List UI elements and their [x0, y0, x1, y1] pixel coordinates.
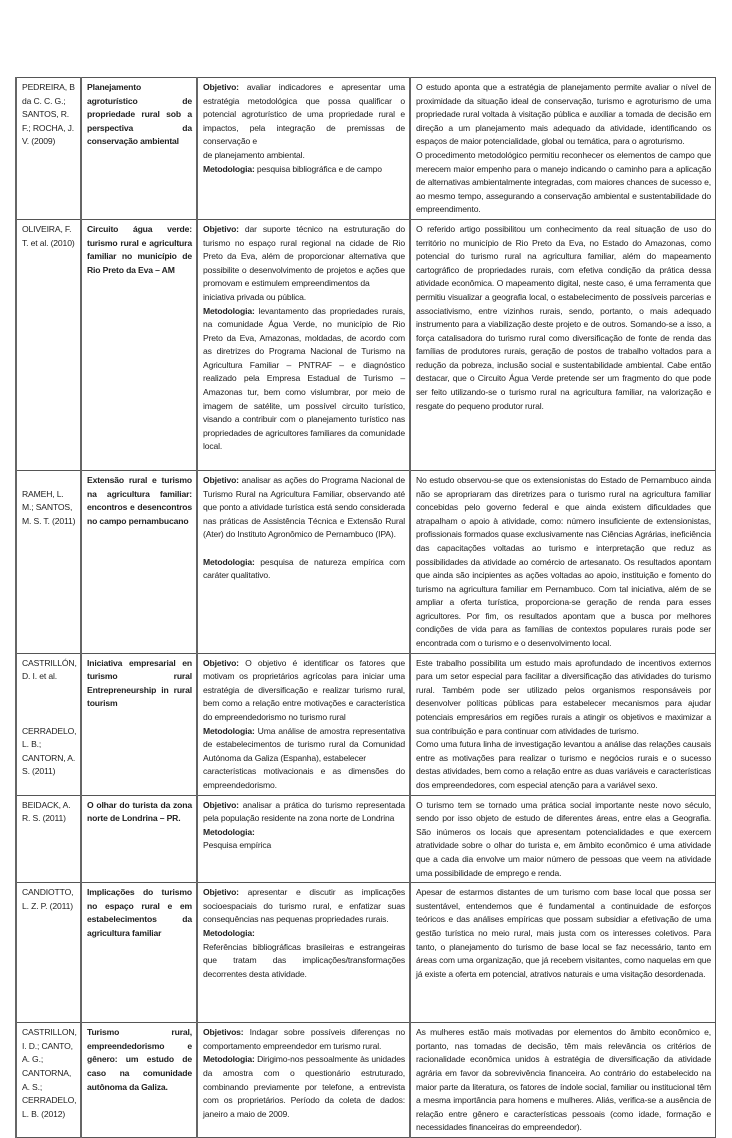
method-text: Pesquisa empírica	[203, 840, 272, 851]
method-label: Objetivo:	[203, 887, 239, 898]
method-text: iniciativa privada ou pública.	[203, 291, 306, 302]
objective-method-cell	[197, 653, 410, 795]
method-paragraph	[203, 941, 405, 982]
author-line	[22, 684, 76, 698]
results-paragraph: No estudo observou-se que os extensionistas do Estado de Pernambuco ainda não se apropriaram das diretrizes para o turismo rural na agricultura familiar concebidas pelo governo federal e que ainda existem dificuldades que atrapalham o apoio à atividade, como: número insuficiente de extensionistas, profissionais formados quase exclusivamente nas Ciências Agrárias, ineficiência das capacitações voltadas ao turismo e interpretação que reduz as possibilidades da atividade ao comércio de artesanato. Os resultados apontam que ainda são incipientes as ações voltadas ao apoio, instituição e fomento do turismo na agricultura familiar em Pernambuco. Com tal iniciativa, além de se ampliar a oferta turística, proporciona-se geração de renda para esses agricultores. Por fim, os resultados apontam que a busca por melhores condições de vida para as famílias de contextos populares rurais pode ser encontrada com o turismo e o desenvolvimento local.	[416, 474, 711, 649]
objective-method-cell	[197, 470, 410, 653]
method-paragraph	[203, 826, 405, 840]
authors-cell	[16, 653, 81, 795]
author-line: RAMEH, L. M.; SANTOS, M. S. T. (2011)	[22, 488, 76, 526]
objective-method-cell	[197, 795, 410, 883]
title-cell: Turismo rural, empreendedorismo e gênero: um estudo de caso na comunidade autônoma da Galiza.	[81, 1023, 197, 1138]
method-label: Metodologia:	[203, 725, 255, 736]
objective-method-cell	[197, 78, 410, 220]
method-paragraph	[203, 149, 405, 163]
method-text: Referências bibliográficas brasileiras e estrangeiras que tratam das implicações/transformações decorrentes desta atividade.	[203, 941, 405, 979]
method-paragraph	[203, 725, 405, 766]
method-label: Objetivo:	[203, 657, 239, 668]
method-label: Metodologia:	[203, 305, 255, 316]
authors-cell	[16, 219, 81, 470]
table-row	[16, 78, 716, 220]
method-paragraph	[203, 223, 405, 291]
method-paragraph	[203, 657, 405, 725]
objective-method-cell	[197, 219, 410, 470]
method-text: apresentar e discutir as implicações socioespaciais do turismo rural, e enfatizar suas consequências nas pequenas propriedades rurais.	[203, 887, 405, 925]
table-row	[16, 795, 716, 883]
title-cell: Extensão rural e turismo na agricultura familiar: encontros e desencontros no campo pernambucano	[81, 470, 197, 653]
method-label: Objetivo:	[203, 82, 239, 92]
title-cell: Implicações do turismo no espaço rural e em estabelecimentos da agricultura familiar	[81, 883, 197, 1023]
literature-review-table	[15, 77, 716, 1138]
authors-cell	[16, 1023, 81, 1138]
method-label: Objetivo:	[203, 799, 239, 810]
author-line: BEIDACK, A. R. S. (2011)	[22, 799, 71, 824]
method-paragraph	[203, 839, 405, 853]
method-paragraph	[203, 291, 405, 305]
author-line: CASTRILLON, I. D.; CANTO, A. G.; CANTORNA, A. S.; CERRADELO, L. B. (2012)	[22, 1027, 77, 1119]
title-cell: Planejamento agroturístico de propriedade rural sob a perspectiva da conservação ambiental	[81, 78, 197, 220]
method-text: Dirigimo-nos pessoalmente às unidades da amostra com o questionário estruturado, combinando previamente por telefone, a entrevista com os proprietários. Período da coleta de dados: janeiro a maio de 2009.	[203, 1054, 405, 1119]
method-text: pesquisa bibliográfica e de campo	[254, 163, 382, 174]
results-paragraph: As mulheres estão mais motivadas por elementos do âmbito econômico e, portanto, nas tomadas de decisão, têm mais relevância os critérios de racionalidade econômica unidos à estratégia de diversificação da atividade agrária em favor da sobrevivência financeira. Ao contrário do estabelecido na maior parte da literatura, os fatores de índole social, familiar ou institucional têm a mesma importância para homens e mulheres. Aliás, verifica-se a ausência de relação entre gênero e características pessoais (como idade, formação e necessidades financeiras do empreendedor).	[416, 1027, 711, 1133]
results-paragraph: Como uma futura linha de investigação levantou a análise das relações causais entre as motivações para realizar o turismo e negócios rurais e o sucesso destas atividades, bem como a relação entre as duas variáveis e características dos empreendedores, com especial atenção para a variável sexo.	[416, 739, 711, 790]
results-cell	[410, 1023, 716, 1138]
method-text: pesquisa de natureza empírica com caráter qualitativo.	[203, 556, 405, 581]
results-paragraph: O turismo tem se tornado uma prática social importante neste novo século, sendo por isso objeto de estudo de diferentes áreas, entre elas a Geografia. São inúmeros os locais que apresentam potencialidades e que exercem atratividade sobre o olhar do turista e, em âmbito econômico é uma atividade que a cada dia envolve um maior número de pessoas que veem na atividade uma possibilidade de emprego e renda.	[416, 799, 711, 878]
title-cell: O olhar do turista da zona norte de Londrina – PR.	[81, 795, 197, 883]
method-label: Metodologia:	[203, 826, 255, 837]
table-body	[16, 78, 716, 1138]
results-paragraph: O referido artigo possibilitou um conhecimento da real situação de uso do território no município de Rio Preto da Eva, no Estado do Amazonas, como potencial do turismo rural na agricultura familiar, além do mapeamento cartográfico de propriedades rurais, com efetiva condição da prática dessa atividade econômica. O mapeamento digital, neste caso, é uma ferramenta que permitiu visualizar a geografia local, o estabelecimento de possíveis parcerias e associativismo, entre vizinhos rurais, sendo, portanto, o mais adequado instrumento para a viabilização deste projeto e de outros. Somando-se a isso, a força catalisadora do turismo rural como diversificação de fonte de renda das famílias de produtores rurais, geração de postos de trabalho voltados para a redução da pobreza, inclusão social e sustentabilidade ambiental. Cabe então destacar, que o Circuito Água Verde pretende ser um fragmento do que pode ser feito utilizando-se o turismo rural na agricultura familiar, na valorização e resgate do pequeno produtor rural.	[416, 223, 711, 411]
method-text: analisar a prática do turismo representada pela população residente na zona norte de Londrina	[203, 799, 405, 824]
authors-cell	[16, 883, 81, 1023]
method-label: Metodologia:	[203, 927, 255, 938]
method-text: dar suporte técnico na estruturação do turismo no espaço rural regional na cidade de Rio Preto da Eva, além de proporcionar alternativa que possibilite o desenvolvimento de projetos e ações que promovam e estimulem empreendimentos da	[203, 223, 405, 289]
table-row	[16, 1023, 716, 1138]
method-text: analisar as ações do Programa Nacional de Turismo Rural na Agricultura Familiar, observando até que ponto a atividade turística está sendo considerada nas práticas de Assistência Técnica e Extensão Rural (Ater) do Instituto Agronômico de Pernambuco (IPA).	[203, 474, 405, 540]
results-cell	[410, 653, 716, 795]
authors-cell	[16, 78, 81, 220]
method-label: Metodologia:	[203, 163, 255, 174]
method-text: levantamento das propriedades rurais, na comunidade Água Verde, no município de Rio Preto da Eva, Amazonas, moldadas, de acordo com as diretrizes do Programa Nacional de Turismo na Agricultura Familiar – PNTRAF – e diagnóstico realizado pela Empresa Estadual de Turismo – Amazonas tur, bem como vislumbrar, por meio de imagem de satélite, um possível circuito turístico, visando a contribuir com o planejamento turístico nas propriedades de agricultores familiares da comunidade local.	[203, 305, 405, 452]
objective-method-cell	[197, 883, 410, 1023]
method-label: Metodologia:	[203, 556, 255, 567]
method-label: Objetivos:	[203, 1027, 244, 1038]
method-paragraph	[203, 81, 405, 149]
method-paragraph	[203, 163, 405, 177]
author-line: PEDREIRA, B da C. C. G.; SANTOS, R. F.; ROCHA, J. V. (2009)	[22, 82, 75, 147]
author-line	[22, 697, 76, 711]
title-cell: Iniciativa empresarial en turismo rural Entrepreneurship in rural tourism	[81, 653, 197, 795]
results-paragraph: O procedimento metodológico permitiu reconhecer os elementos de campo que merecem maior empenho para o manejo indicando o caminho para a aplicação de alternativas ambientalmente integradas, com maiores chances de sucesso e, ao mesmo tempo, assegurando a conservação ambiental e sustentabilidade do empreendimento.	[416, 149, 711, 215]
method-text: Uma análise de amostra representativa de estabelecimentos de turismo rural da Comunidad Autónoma da Galiza (Espanha), estabelecer	[203, 725, 405, 763]
method-paragraph	[203, 765, 405, 792]
method-text: avaliar indicadores e apresentar uma estratégia metodológica que possa qualificar o potencial agroturístico de uma propriedade rural e impactos, pela integração de premissas de conservação e	[203, 82, 405, 147]
results-paragraph: Este trabalho possibilita um estudo mais aprofundado de incentivos externos para um setor especial para facilitar a diversificação das atividades do turismo rural. Também pode ser utilizado pelos organismos responsáveis por desenvolver políticas públicas para estabelecer mecanismos para ajudar potenciais empresários em regiões rurais a atingir os objetivos e maximizar a sua contribuição e para continuar com atividades de turismo.	[416, 657, 711, 736]
results-cell	[410, 219, 716, 470]
author-line: CASTRILLÓN, D. I. et al.	[22, 657, 77, 682]
method-paragraph	[203, 556, 405, 583]
results-paragraph: O estudo aponta que a estratégia de planejamento permite avaliar o nível de proximidade da situação ideal de conservação, turismo e agroturismo de uma propriedade rural voltada à visitação pública e auxiliar a tomada de decisão em direção a um planejamento mais adequado da atividade, identificando os espaços de maior potencialidade, global ou temática, para o agroturismo.	[416, 82, 711, 147]
objective-method-cell	[197, 1023, 410, 1138]
results-cell	[410, 470, 716, 653]
author-line: OLIVEIRA, F. T. et al. (2010)	[22, 223, 75, 248]
table-row	[16, 219, 716, 470]
method-paragraph	[203, 927, 405, 941]
method-paragraph	[203, 886, 405, 927]
method-text: de planejamento ambiental.	[203, 149, 305, 160]
table-row	[16, 653, 716, 795]
method-text: características motivacionais e as dimensões do empreendedorismo.	[203, 766, 405, 790]
author-line	[22, 474, 76, 488]
method-paragraph	[203, 474, 405, 542]
method-paragraph	[203, 305, 405, 455]
table-row	[16, 883, 716, 1023]
results-cell	[410, 78, 716, 220]
method-label: Metodologia:	[203, 1054, 255, 1065]
method-paragraph	[203, 1026, 405, 1053]
results-cell	[410, 883, 716, 1023]
results-paragraph: Apesar de estarmos distantes de um turismo com base local que possa ser sustentável, entendemos que é fundamental a continuidade de esforços teóricos e das análises empíricas que possam subsidiar a efetivação de uma gestão turística no meio rural, mais justa com os interesses coletivos. Para tanto, o planejamento do turismo de base local se faz necessário, tanto em áreas com uma organização, que já recebem visitantes, como naquelas em que já existe a oferta em potencial, atrativos naturais e uma visitação desordenada.	[416, 887, 711, 979]
author-line	[22, 711, 76, 725]
results-cell	[410, 795, 716, 883]
method-text: O objetivo é identificar os fatores que motivam os proprietários agrícolas para iniciar uma estratégia de diversificação e realizar turismo rural, bem como a relação entre motivações e característica do empreendedorismo no turismo rural	[203, 657, 405, 723]
method-paragraph	[203, 799, 405, 826]
title-cell: Circuito água verde: turismo rural e agricultura familiar no município de Rio Preto da Eva – AM	[81, 219, 197, 470]
table-row	[16, 470, 716, 653]
method-label: Objetivo:	[203, 223, 239, 234]
author-line: CANDIOTTO, L. Z. P. (2011)	[22, 887, 74, 911]
authors-cell	[16, 470, 81, 653]
method-text: Indagar sobre possíveis diferenças no comportamento empreendedor em turismo rural.	[203, 1027, 405, 1051]
author-line: CERRADELO, L. B.; CANTORN, A. S. (2011)	[22, 725, 77, 777]
authors-cell	[16, 795, 81, 883]
method-label: Objetivo:	[203, 474, 239, 485]
method-paragraph	[203, 542, 405, 556]
method-paragraph	[203, 1053, 405, 1121]
